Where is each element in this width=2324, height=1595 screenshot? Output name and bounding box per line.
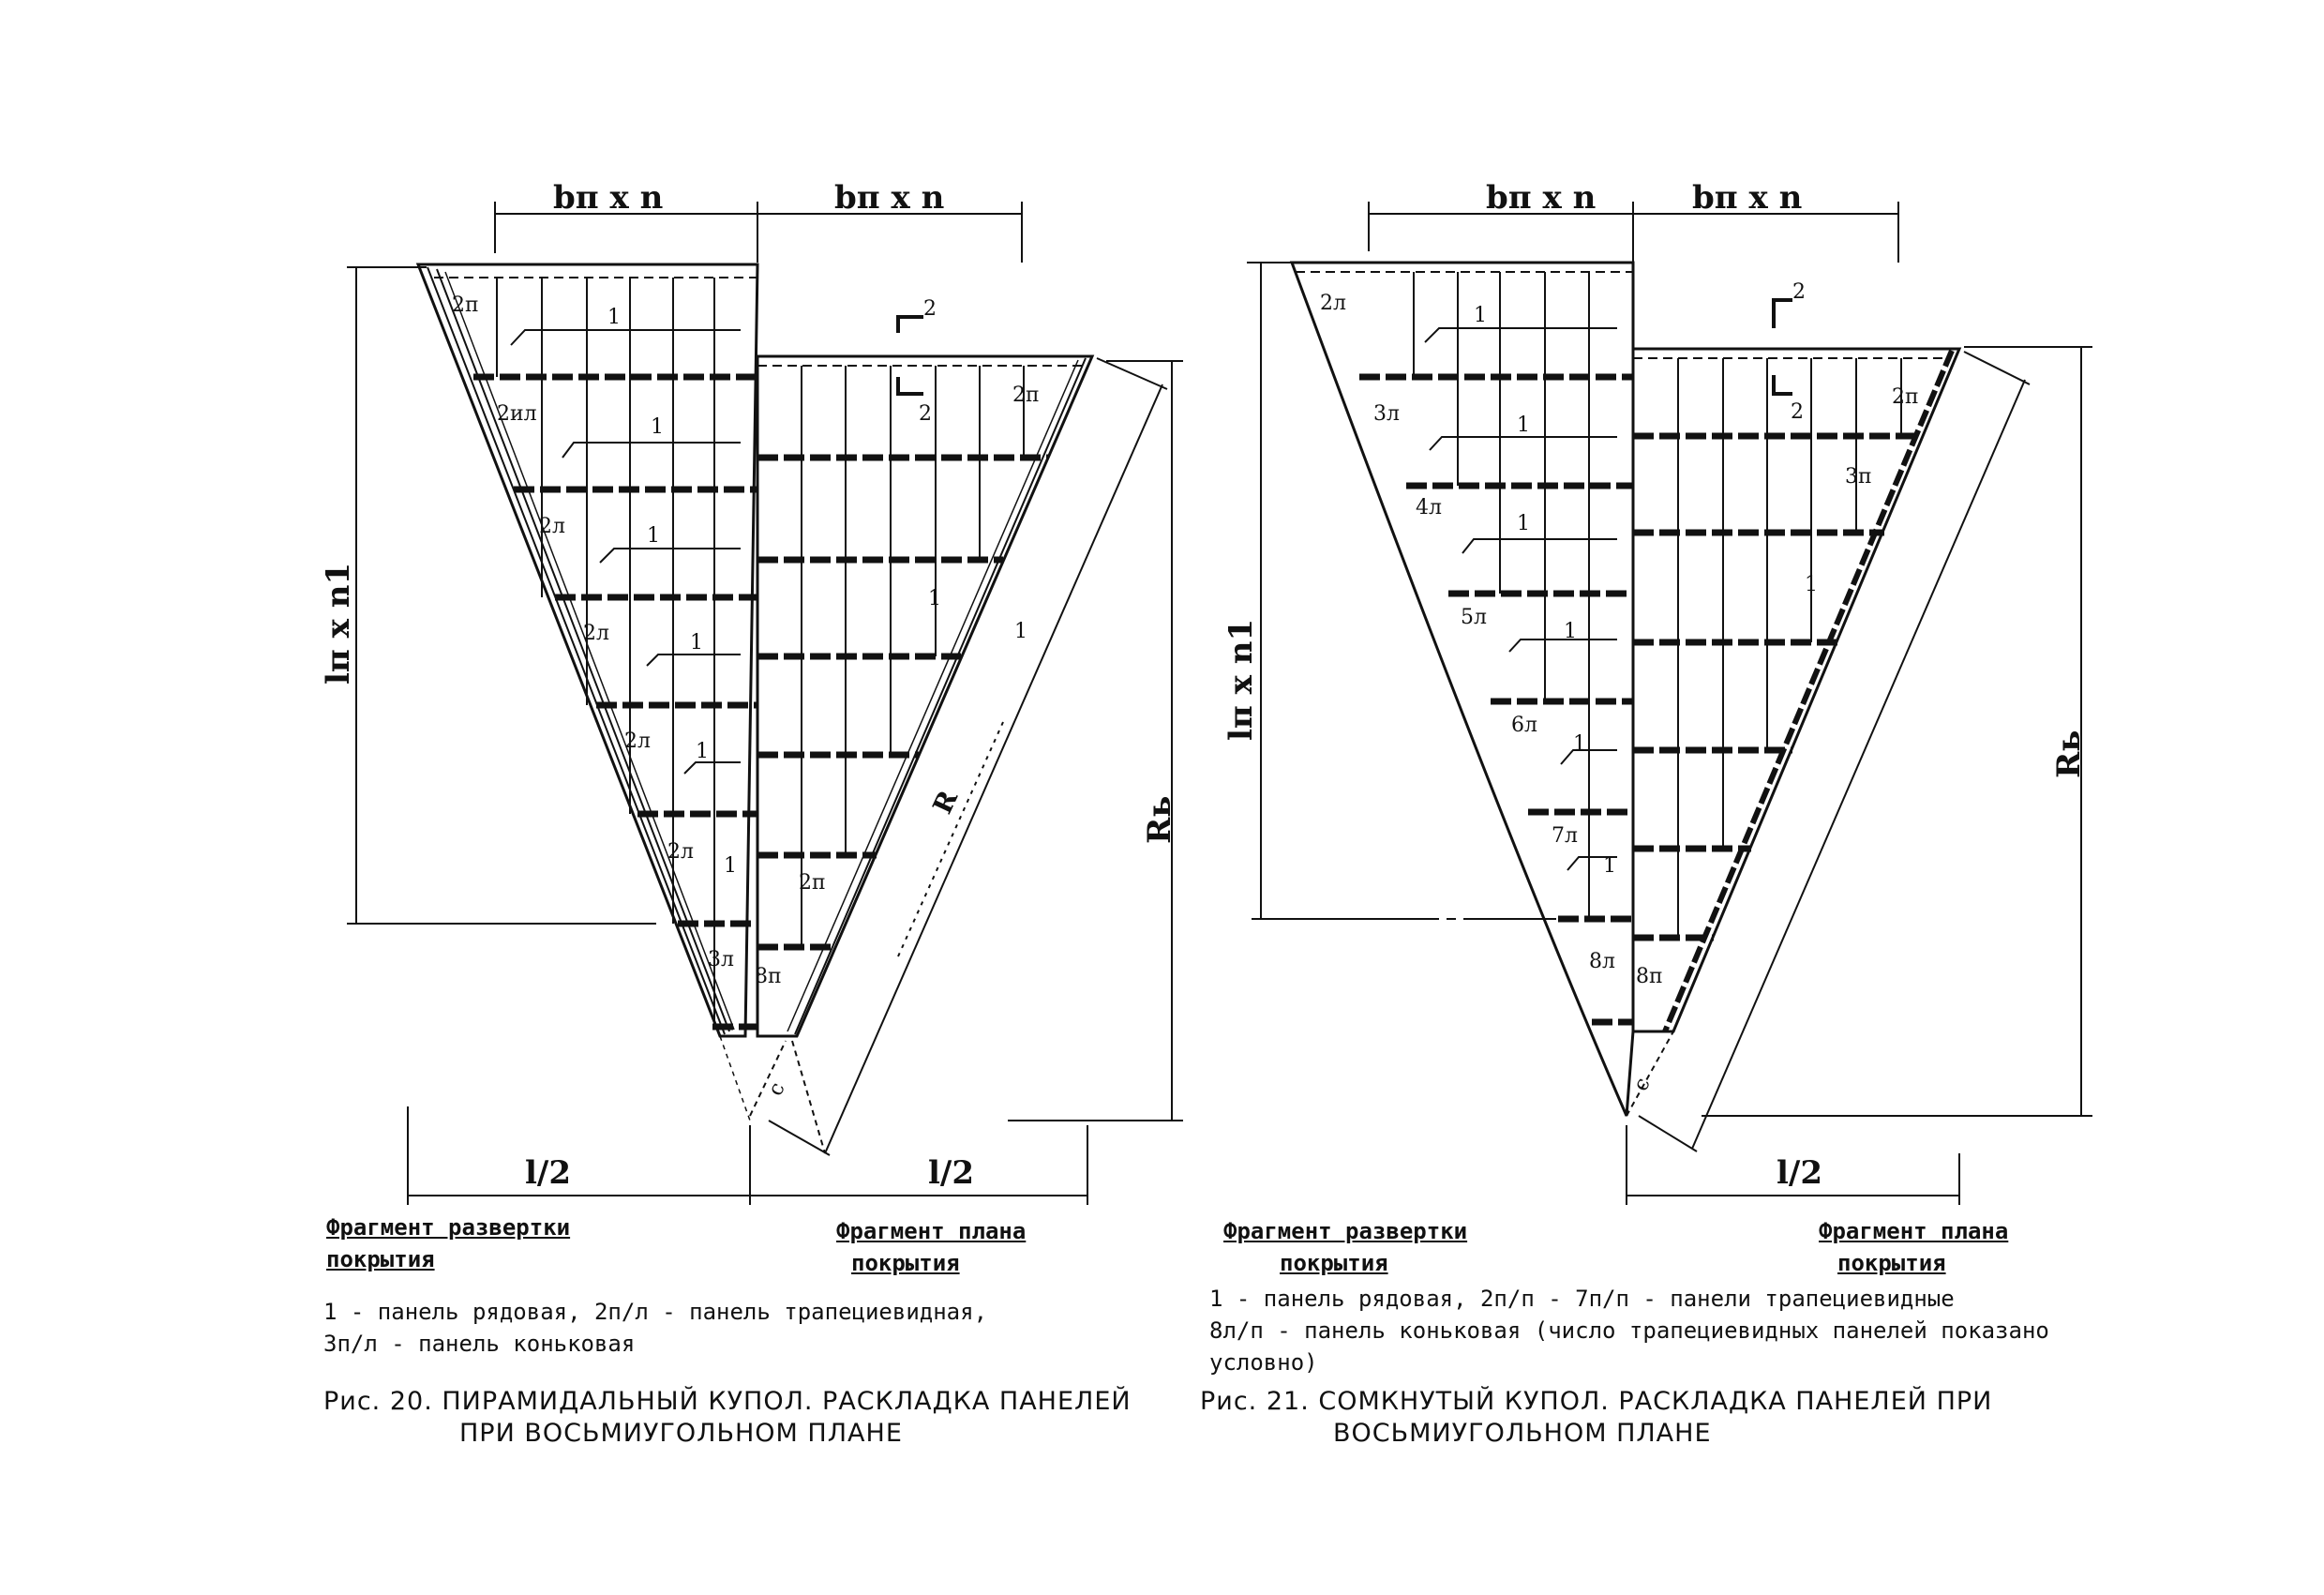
- fig20-right-dimension: [1008, 361, 1183, 1121]
- panel-label: 2п: [1892, 385, 1919, 409]
- fig21-top-dimensions: [1369, 202, 1898, 263]
- fig20-dim-small: с: [763, 1078, 790, 1100]
- fig21-unfolded-fragment: [1292, 263, 1633, 1116]
- fig20-panel-labels: [452, 293, 1040, 988]
- panel-label: 3п: [1845, 465, 1872, 489]
- panel-label: 2л: [624, 730, 651, 753]
- fig21-legend-line3: условно): [1209, 1349, 1318, 1376]
- panel-label: 2л: [667, 840, 694, 864]
- fig20-caption-left-line1: Фрагмент развертки: [326, 1214, 571, 1241]
- row-number: 1: [1573, 732, 1586, 756]
- fig20-section-mark-top: 2: [923, 297, 937, 321]
- fig20-unfolded-fragment: [418, 264, 757, 1036]
- fig20-legend-line1: 1 - панель рядовая, 2п/л - панель трапециевидная,: [323, 1299, 988, 1325]
- fig20-caption-left-line2: покрытия: [326, 1246, 435, 1272]
- panel-label: 2п: [799, 871, 826, 895]
- panel-label: 4л: [1416, 496, 1442, 519]
- panel-label: 5л: [1461, 606, 1487, 629]
- row-number: 1: [1517, 414, 1530, 437]
- row-number: 1: [651, 415, 664, 439]
- row-number: 1: [928, 587, 941, 610]
- figure-21: [1222, 179, 2092, 1205]
- fig21-section-mark-top: 2: [1792, 280, 1806, 304]
- fig20-title-line1: Рис. 20. ПИРАМИДАЛЬНЫЙ КУПОЛ. РАСКЛАДКА ПАНЕЛЕЙ: [323, 1387, 1132, 1416]
- fig20-dim-bottom-right: l/2: [928, 1154, 974, 1192]
- fig20-title-line2: ПРИ ВОСЬМИУГОЛЬНОМ ПЛАНЕ: [459, 1419, 903, 1448]
- row-number: 1: [1805, 573, 1818, 596]
- row-number: 1: [696, 740, 709, 763]
- panel-label: 3л: [1373, 402, 1400, 426]
- fig20-dim-bottom-left: l/2: [525, 1154, 571, 1192]
- panel-label: 2п: [1012, 384, 1040, 407]
- fig21-dim-left: lп x n1: [1222, 618, 1260, 741]
- row-number: 1: [1517, 512, 1530, 535]
- fig20-dim-slant: R: [926, 785, 965, 819]
- panel-label: 2л: [1320, 292, 1346, 315]
- fig21-dim-bottom: l/2: [1777, 1154, 1822, 1192]
- figure-20: [320, 179, 1183, 1205]
- row-number: 1: [724, 854, 737, 878]
- panel-label: 3л: [708, 948, 734, 971]
- panel-label: 2л: [539, 515, 565, 538]
- fig20-bottom-dimension: [408, 1106, 1087, 1205]
- row-number: 1: [1564, 620, 1577, 643]
- fig21-legend-line2: 8л/п - панель коньковая (число трапециевидных панелей показано: [1209, 1317, 2049, 1344]
- fig21-right-dimension: [1702, 347, 2092, 1116]
- row-number: 1: [690, 631, 703, 655]
- row-number: 1: [1014, 620, 1027, 643]
- fig21-caption-right-line2: покрытия: [1837, 1250, 1946, 1276]
- panel-label: 8п: [1636, 965, 1663, 988]
- fig21-dim-top-left: bп x n: [1486, 179, 1597, 217]
- fig21-caption-right-line1: Фрагмент плана: [1819, 1218, 2009, 1244]
- fig20-legend-line2: 3п/л - панель коньковая: [323, 1331, 636, 1357]
- panel-label: 6л: [1511, 714, 1537, 737]
- row-number: 1: [647, 524, 660, 548]
- fig20-dim-top-left: bп x n: [553, 179, 664, 217]
- panel-label: 8л: [1589, 950, 1615, 973]
- fig21-dim-right: Rь: [2050, 730, 2088, 778]
- row-number: 1: [1474, 304, 1487, 327]
- panel-label: 7л: [1552, 824, 1578, 848]
- fig21-dim-small: с: [1628, 1074, 1656, 1095]
- row-number: 1: [1603, 854, 1616, 878]
- panel-label: 2л: [583, 622, 609, 645]
- fig20-caption-right-line2: покрытия: [851, 1250, 960, 1276]
- fig21-caption-left-line2: покрытия: [1280, 1250, 1388, 1276]
- fig21-title-line1: Рис. 21. СОМКНУТЫЙ КУПОЛ. РАСКЛАДКА ПАНЕЛЕЙ ПРИ: [1200, 1387, 1993, 1416]
- panel-label: 8п: [755, 965, 782, 988]
- panel-label: 2п: [452, 293, 479, 317]
- fig21-dim-top-right: bп x n: [1692, 179, 1803, 217]
- fig20-caption-right-line1: Фрагмент плана: [836, 1218, 1027, 1244]
- fig21-legend-line1: 1 - панель рядовая, 2п/п - 7п/п - панели трапециевидные: [1209, 1286, 1955, 1312]
- row-number: 1: [607, 306, 621, 329]
- fig20-section-mark-bottom: 2: [919, 402, 932, 426]
- fig21-title-line2: ВОСЬМИУГОЛЬНОМ ПЛАНЕ: [1333, 1419, 1712, 1448]
- fig20-dim-left: lп x n1: [320, 562, 357, 685]
- fig21-section-mark-bottom: 2: [1791, 400, 1804, 424]
- panel-label: 2ил: [497, 402, 537, 426]
- fig20-dim-top-right: bп x n: [834, 179, 945, 217]
- fig21-caption-left-line1: Фрагмент развертки: [1223, 1218, 1468, 1244]
- fig20-dim-right: Rь: [1141, 795, 1178, 844]
